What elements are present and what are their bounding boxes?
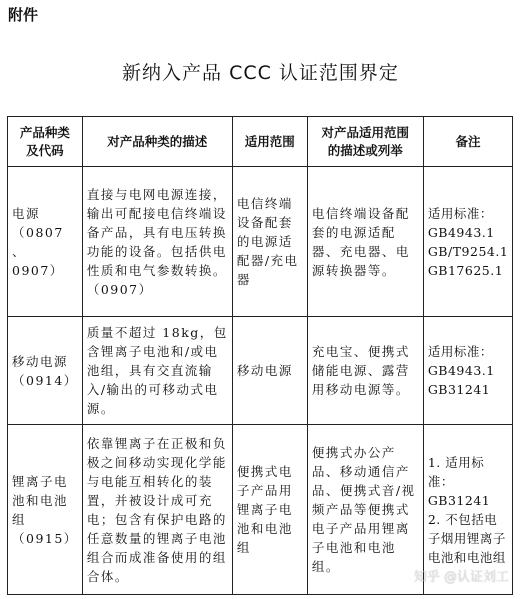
scope-description: 电信终端设备配套的电源适配器、充电器、电源转换器等。 [307, 167, 423, 317]
document-title: 新纳入产品 CCC 认证范围界定 [122, 62, 399, 84]
remark: 1. 适用标准： GB31241 2. 不包括电子烟用锂离子电池和电池组 [423, 425, 512, 595]
scope-table [7, 116, 513, 595]
product-description: 直接与电网电源连接，输出可配接电信终端设备产品，具有电压转换功能的设备。包括供电性质和电气参数转换。（0907） [82, 167, 232, 317]
table-row [8, 167, 513, 317]
header-scope: 适用范围 [232, 117, 307, 167]
table-header-row [8, 117, 513, 167]
product-scope: 移动电源 [232, 317, 307, 425]
header-scope-description: 对产品适用范围 的描述或列举 [307, 117, 423, 167]
product-scope: 便携式电子产品用锂离子电池和电池组 [232, 425, 307, 595]
product-name: 电源 （0807 、 0907） [8, 167, 83, 317]
scope-description: 充电宝、便携式储能电源、露营用移动电源等。 [307, 317, 423, 425]
header-product-code: 产品种类 及代码 [8, 117, 83, 167]
product-description: 依靠锂离子在正极和负极之间移动实现化学能与电能互相转化的装置，并被设计成可充电；包含有保护电路的任意数量的锂离子电池组合而成准备使用的组合体。 [82, 425, 232, 595]
table-row [8, 317, 513, 425]
product-name: 移动电源 （0914） [8, 317, 83, 425]
product-name: 锂离子电池和电池组 （0915） [8, 425, 83, 595]
header-description: 对产品种类的描述 [82, 117, 232, 167]
header-remark: 备注 [423, 117, 512, 167]
annex-label: 附件 [8, 6, 39, 24]
remark: 适用标准： GB4943.1 GB31241 [423, 317, 512, 425]
product-scope: 电信终端设备配套的电源适配器/充电器 [232, 167, 307, 317]
product-description: 质量不超过 18kg，包含锂离子电池和/或电池组，具有交直流输入/输出的可移动式电源。 [82, 317, 232, 425]
scope-description: 便携式办公产品、移动通信产品、便携式音/视频产品等便携式电子产品用锂离子电池和电池组。 [307, 425, 423, 595]
remark: 适用标准： GB4943.1 GB/T9254.1 GB17625.1 [423, 167, 512, 317]
watermark: 知乎 @认证刘工 [413, 570, 509, 585]
